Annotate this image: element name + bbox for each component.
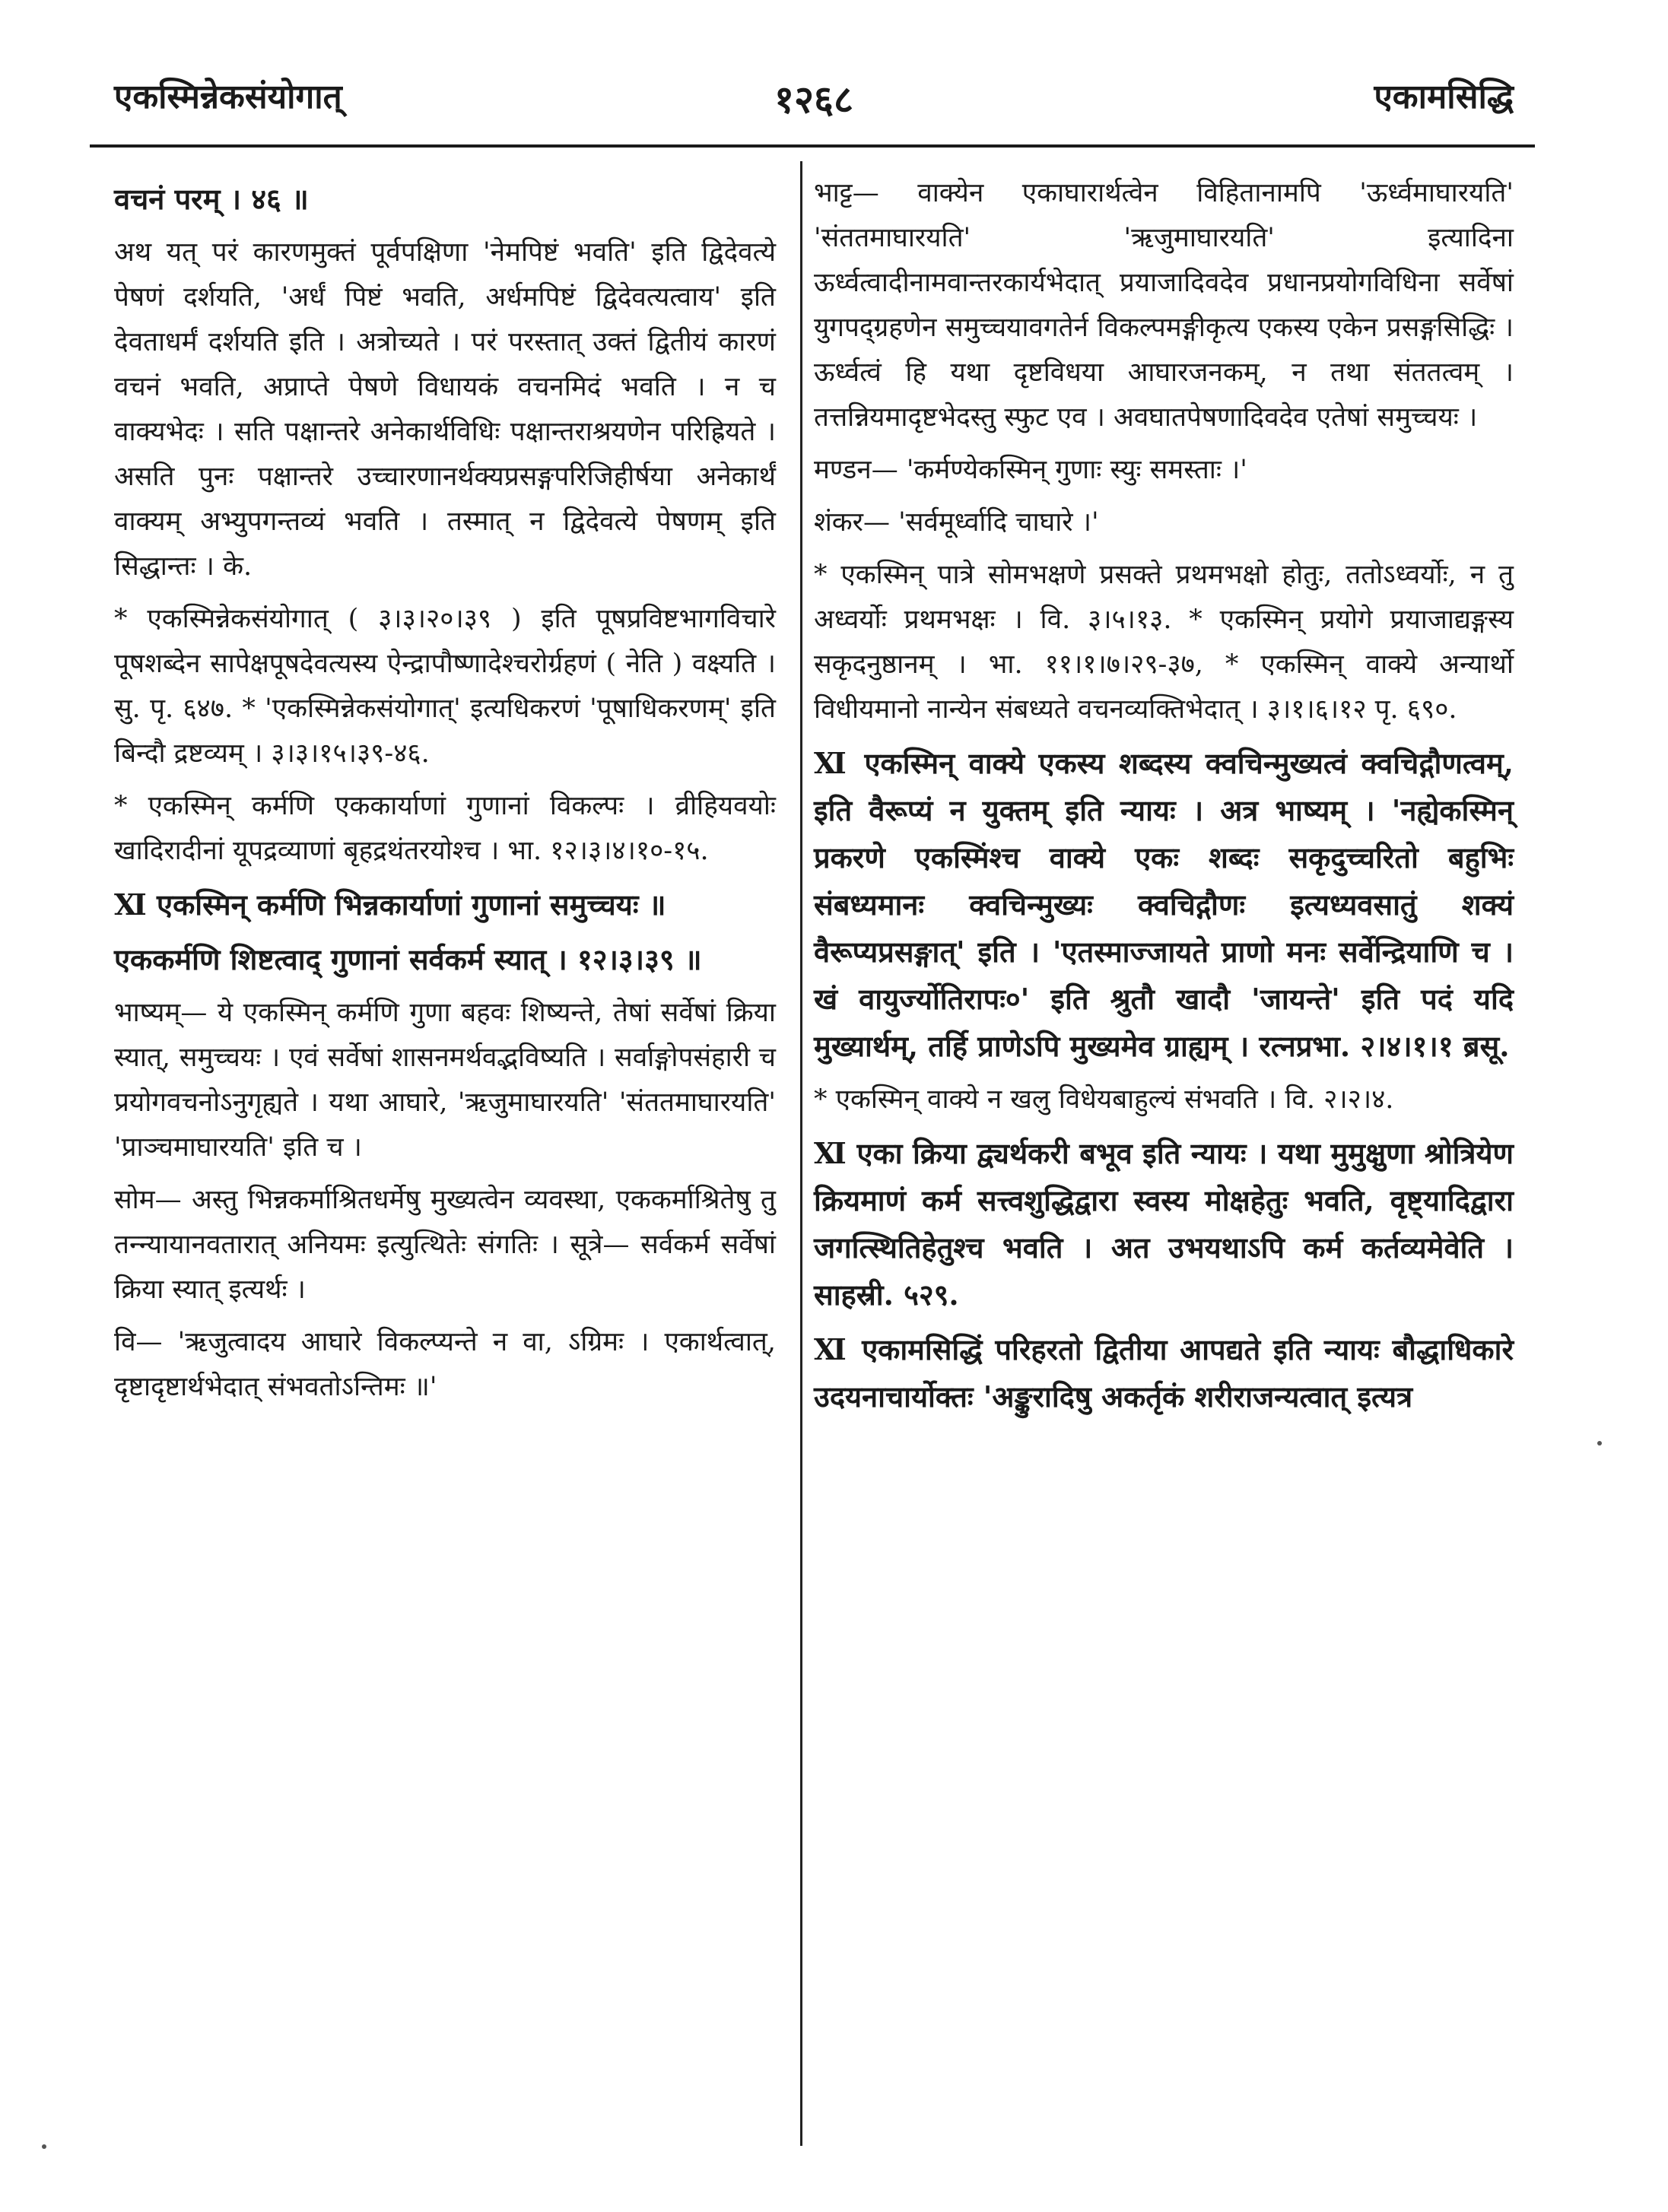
left-paragraph: * एकस्मिन्नेकसंयोगात् ( ३।३।२०।३९ ) इति पूषप्रविष्टभागविचारे पूषशब्देन सापेक्षपूषदेवत्यस्य ऐन्द्रापौष्णादेश्चरोर्ग्रहणं ( नेति ) वक्ष्यति । सु. पृ. ६४७. * 'एकस्मिन्नेकसंयोगात्' इत्यधिकरणं 'पूषाधिकरणम्' इति बिन्दौ द्रष्टव्यम् । ३।३।१५।३९-४६. <box>114 604 776 769</box>
left-paragraph: अथ यत् परं कारणमुक्तं पूर्वपक्षिणा 'नेमपिष्टं भवति' इति द्विदेवत्ये पेषणं दर्शयति, 'अर्धं पिष्टं भवति, अर्धमपिष्टं द्विदेवत्यत्वाय' इति देवताधर्मं दर्शयति इति । अत्रोच्यते । परं परस्तात् उक्तं द्वितीयं कारणं वचनं भवति, अप्राप्ते पेषणे विधायकं वचनमिदं भवति । न च वाक्यभेदः । सति पक्षान्तरे अनेकार्थविधिः पक्षान्तराश्रयणेन परिह्रियते । असति पुनः पक्षान्तरे उच्चारणानर्थक्यप्रसङ्गपरिजिहीर्षया अनेकार्थं वाक्यम् अभ्युपगन्तव्यं भवति । तस्मात् न द्विदेवत्ये पेषणम् इति सिद्धान्तः । के. <box>114 237 776 582</box>
right-column <box>814 171 1514 1428</box>
right-heading-paragraph: Ⅺ एकस्मिन् वाक्ये एकस्य शब्दस्य क्वचिन्मुख्यत्वं क्वचिद्गौणत्वम्, इति वैरूप्यं न युक्तम् इति न्यायः । अत्र भाष्यम् । 'नह्येकस्मिन् प्रकरणे एकस्मिंश्च वाक्ये एकः शब्दः सकृदुच्चरितो बहुभिः संबध्यमानः क्वचिन्मुख्यः क्वचिद्गौणः इत्यध्यवसातुं शक्यं वैरूप्यप्रसङ्गात्' इति । 'एतस्माज्जायते प्राणो मनः सर्वेन्द्रियाणि च । खं वायुर्ज्योतिरापः०' इति श्रुतौ खादौ 'जायन्ते' इति पदं यदि मुख्यार्थम्, तर्हि प्राणेऽपि मुख्यमेव ग्राह्यम् । रत्नप्रभा. २।४।१।१ ब्रसू. <box>814 746 1514 1063</box>
left-heading: Ⅺ एकस्मिन् कर्मणि भिन्नकार्याणां गुणानां समुच्चयः ॥ <box>114 887 666 922</box>
right-paragraph: * एकस्मिन् वाक्ये न खलु विधेयबाहुल्यं संभवति । वि. २।२।४. <box>814 1084 1394 1115</box>
header-right-keyword: एकामसिद्धि <box>1374 78 1514 116</box>
right-paragraph: * एकस्मिन् पात्रे सोमभक्षणे प्रसक्ते प्रथमभक्षो होतुः, ततोऽध्वर्योः, न तु अध्वर्योः प्रथमभक्षः । वि. ३।५।१३. * एकस्मिन् प्रयोगे प्रयाजाद्यङ्गस्य सकृदनुष्ठानम् । भा. ११।१।७।२९-३७, * एकस्मिन् वाक्ये अन्यार्थो विधीयमानो नान्येन संबध्यते वचनव्यक्तिभेदात् । ३।१।६।१२ पृ. ६९०. <box>814 560 1514 725</box>
right-heading-paragraph: Ⅺ एकामसिद्धिं परिहरतो द्वितीया आपद्यते इति न्यायः बौद्धाधिकारे उदयनाचार्योक्तः 'अङ्कुरादिषु अकर्तृकं शरीराजन्यत्वात् इत्यत्र <box>814 1332 1514 1414</box>
column-divider <box>800 161 802 2146</box>
right-paragraph: शंकर— 'सर्वमूर्ध्वादि चाघारे ।' <box>814 507 1099 538</box>
left-sutra: एककर्मणि शिष्टत्वाद् गुणानां सर्वकर्म स्यात् । १२।३।३९ ॥ <box>114 942 702 976</box>
left-heading: वचनं परम् । ४६ ॥ <box>114 182 309 216</box>
page-header <box>114 72 1514 133</box>
left-paragraph: * एकस्मिन् कर्मणि एककार्याणां गुणानां विकल्पः । व्रीहियवयोः खादिरादीनां यूपद्रव्याणां बृहद्रथंतरयोश्च । भा. १२।३।४।१०-१५. <box>114 791 776 866</box>
left-paragraph: भाष्यम्— ये एकस्मिन् कर्मणि गुणा बहवः शिष्यन्ते, तेषां सर्वेषां क्रिया स्यात्, समुच्चयः । एवं सर्वेषां शासनमर्थवद्भविष्यति । सर्वाङ्गोपसंहारी च प्रयोगवचनोऽनुगृह्यते । यथा आघारे, 'ऋजुमाघारयति' 'संततमाघारयति' 'प्राञ्चमाघारयति' इति च । <box>114 998 776 1163</box>
left-column <box>114 171 776 1417</box>
scan-speck <box>1597 1441 1602 1446</box>
left-paragraph: सोम— अस्तु भिन्नकर्माश्रितधर्मेषु मुख्यत्वेन व्यवस्था, एककर्माश्रितेषु तु तन्न्यायानवतारात् अनियमः इत्युत्थितेः संगतिः । सूत्रे— सर्वकर्म सर्वेषां क्रिया स्यात् इत्यर्थः । <box>114 1185 776 1305</box>
right-paragraph: भाट्ट— वाक्येन एकाघारार्थत्वेन विहितानामपि 'ऊर्ध्वमाघारयति' 'संततमाघारयति' 'ऋजुमाघारयति' इत्यादिना ऊर्ध्वत्वादीनामवान्तरकार्यभेदात् प्रयाजादिवदेव प्रधानप्रयोगविधिना सर्वेषां युगपद्ग्रहणेन समुच्चयावगतेर्न विकल्पमङ्गीकृत्य एकस्य एकेन प्रसङ्गसिद्धिः । ऊर्ध्वत्वं हि यथा दृष्टविधया आघारजनकम्, न तथा संततत्वम् । तत्तन्नियमादृष्टभेदस्तु स्फुट एव । अवघातपेषणादिवदेव एतेषां समुच्चयः । <box>814 178 1514 433</box>
left-paragraph: वि— 'ऋजुत्वादय आघारे विकल्प्यन्ते न वा, ऽग्रिमः । एकार्थत्वात्, दृष्टादृष्टार्थभेदात् संभवतोऽन्तिमः ॥' <box>114 1327 776 1402</box>
header-left-keyword: एकस्मिन्नेकसंयोगात् <box>114 78 342 116</box>
right-heading-paragraph: Ⅺ एका क्रिया द्व्यर्थकरी बभूव इति न्यायः । यथा मुमुक्षुणा श्रोत्रियेण क्रियमाणं कर्म सत्त्वशुद्धिद्वारा स्वस्य मोक्षहेतुः भवति, वृष्ट्यादिद्वारा जगत्स्थितिहेतुश्च भवति । अत उभयथाऽपि कर्म कर्तव्यमेवेति । साहस्री. ५२९. <box>814 1136 1514 1312</box>
page-number: १२६८ <box>774 77 853 122</box>
header-rule <box>90 144 1535 148</box>
right-paragraph: मण्डन— 'कर्मण्येकस्मिन् गुणाः स्युः समस्ताः ।' <box>814 455 1247 485</box>
scan-speck <box>42 2144 46 2149</box>
